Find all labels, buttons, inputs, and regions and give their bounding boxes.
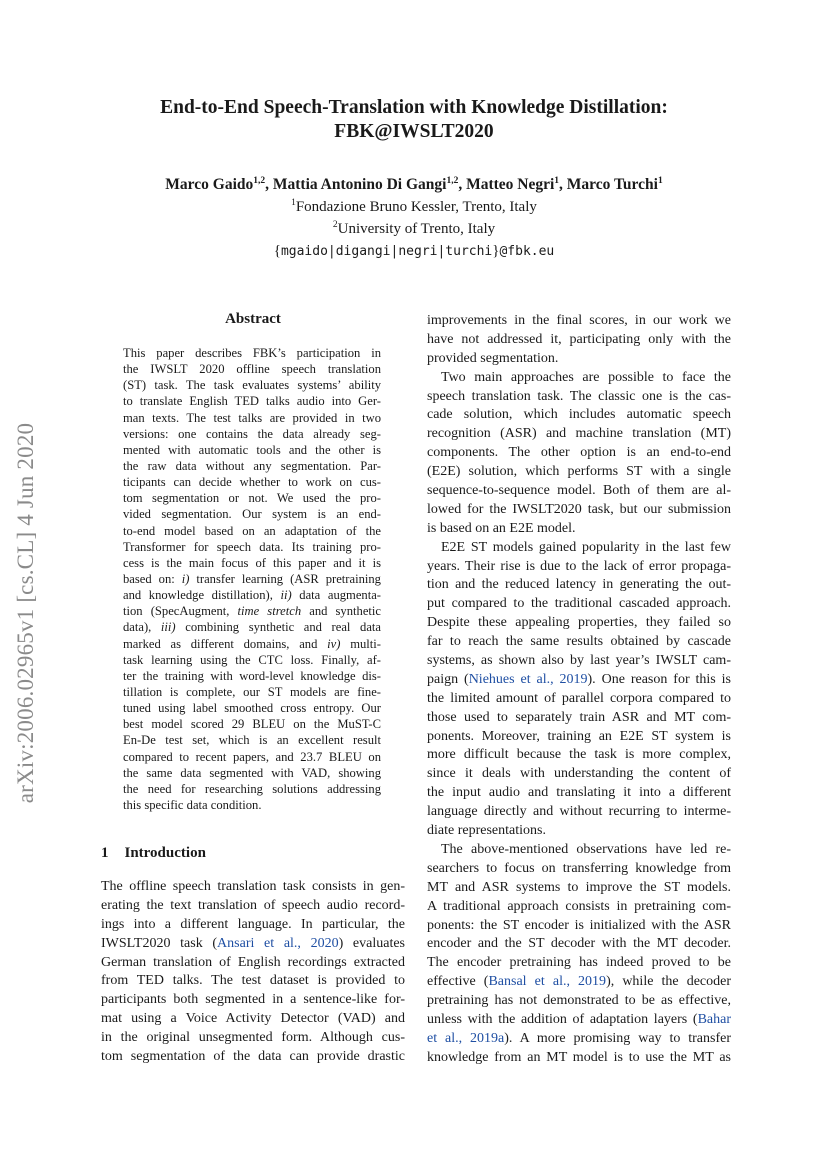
text-line: knowledge from an MT model is to use the MT as [427, 1049, 731, 1065]
arxiv-stamp-text: arXiv:2006.02965v1 [cs.CL] 4 Jun 2020 [13, 422, 38, 804]
email-brace-open: { [273, 243, 281, 259]
text-line: in the original unsegmented form. Although cus- [101, 1030, 405, 1046]
citation-link[interactable]: Bahar [697, 1011, 731, 1027]
affiliation-2 [0, 218, 828, 240]
author-name: Marco Turchi [566, 176, 658, 193]
text-line: Two main approaches are possible to face the [441, 369, 731, 385]
email-domain: @fbk.eu [499, 244, 555, 259]
text-line: far to reach the same results obtained by cascade [427, 634, 731, 650]
affiliation-1 [0, 196, 828, 218]
text-line: ings into a different language. In particular, the [101, 916, 405, 932]
author-name: Mattia Antonino Di Gangi [272, 176, 447, 193]
text-line: unless with the addition of adaptation layers (Bahar [427, 1011, 731, 1027]
text-line: the IWSLT 2020 offline speech translation [123, 362, 381, 377]
author-block [0, 174, 828, 263]
affil-text: Fondazione Bruno Kessler, Trento, Italy [295, 199, 537, 215]
text-line: tion (SpecAugment, time stretch and synthetic [123, 604, 381, 619]
citation-link[interactable]: et al., 2019a [427, 1030, 505, 1046]
text-line: mat using a Voice Activity Detector (VAD) and [101, 1011, 405, 1027]
text-line: man texts. The test talks are provided in two [123, 410, 381, 425]
text-line: compared to recent papers, and 23.7 BLEU on [123, 749, 381, 764]
text-line: lowed for the IWSLT2020 task, but our submission [427, 501, 731, 517]
text-line: MT and ASR systems to improve the ST models. [427, 879, 731, 895]
text-line: encoder and the ST decoder with the MT decoder. [427, 936, 731, 952]
text-line: best model scored 29 BLEU on the MuST-C [123, 717, 381, 732]
author-name: Matteo Negri [466, 176, 555, 193]
text-line: Despite these appealing properties, they failed so [427, 615, 731, 631]
text-line: participants both segmented in a sentence-like for- [101, 992, 405, 1008]
text-line: improvements in the final scores, in our work we [427, 313, 731, 328]
author-affil-sup: 1,2 [446, 175, 459, 186]
text-line: is based on an E2E model. [427, 520, 576, 536]
text-line: components. The other option is an end-to-end [427, 445, 731, 461]
text-line: speech translation task. The classic one is the cas- [427, 388, 731, 404]
author-affil-sup: 1,2 [253, 175, 266, 186]
text-line: Transformer for speech data. Its training pro- [123, 539, 381, 554]
text-line: ponents: the ST encoder is initialized with the ASR [427, 917, 731, 933]
section-heading-introduction [101, 845, 206, 862]
text-line: and knowledge distillation), ii) data augmenta- [123, 588, 381, 603]
text-line: sequence-to-sequence model. Both of them are al- [427, 483, 731, 499]
author-emails [0, 240, 828, 263]
text-line: provided segmentation. [427, 350, 559, 366]
text-line: put compared to the traditional cascaded approach. [427, 596, 731, 612]
abstract-heading: Abstract [225, 311, 281, 327]
text-line: cess is the main focus of this paper and it is [123, 555, 381, 570]
text-line: (ST) task. The task evaluates systems’ ability [123, 378, 381, 393]
text-line: to-end model based on an adaptation of the [123, 523, 381, 538]
affil-sup: 2 [332, 220, 338, 230]
title-line-1: End-to-End Speech-Translation with Knowledge Distillation: [160, 97, 668, 118]
text-line: vided segmentation. Our system is an end- [123, 507, 381, 522]
text-line: the same data segmented with VAD, showing [123, 765, 381, 780]
text-line: pretraining has not demonstrated to be as effective, [427, 993, 731, 1009]
text-line: This paper describes FBK’s participation in [123, 346, 381, 360]
text-line: language directly and without recurring to interme- [427, 804, 731, 820]
text-line: recognition (ASR) and machine translation (MT) [427, 426, 731, 442]
abstract-body [123, 345, 381, 813]
text-line: tom segmentation or not. We used the pro- [123, 491, 381, 506]
author-affil-sup: 1 [657, 175, 663, 186]
author-name: Marco Gaido [165, 176, 254, 193]
text-line: task learning using the CTC loss. Finally, af- [123, 652, 381, 667]
text-line: En-De test set, which is an excellent result [123, 733, 381, 748]
text-line: this specific data condition. [123, 797, 262, 812]
text-line: data), iii) combining synthetic and real data [123, 620, 381, 635]
text-line: (E2E) solution, which performs ST with a single [427, 464, 731, 480]
text-line: years. Their rise is due to the lack of error propaga- [427, 558, 731, 574]
text-line: the limited amount of parallel corpora compared to [427, 690, 731, 706]
text-line: paign (Niehues et al., 2019). One reason for this is [427, 671, 731, 687]
text-line: tion and the reduced latency in generating the out- [427, 577, 731, 593]
text-line: from TED talks. The test dataset is provided to [101, 973, 405, 989]
text-line: ter the training with word-level knowledge dis- [123, 668, 381, 683]
title-line-2: FBK@IWSLT2020 [334, 121, 494, 142]
text-line: effective (Bansal et al., 2019), while the decoder [427, 974, 732, 990]
text-line: tillation is complete, our ST models are fine- [123, 684, 381, 699]
text-line: to translate English TED talks audio into Ger- [123, 394, 381, 409]
text-line: The above-mentioned observations have led re- [441, 841, 731, 857]
text-line: IWSLT2020 task (Ansari et al., 2020) evaluates [101, 935, 406, 951]
email-brace-close: } [492, 243, 500, 259]
text-line: systems, as shown also by last year’s IWSLT cam- [427, 653, 731, 669]
citation-link[interactable]: Niehues et al., 2019 [468, 671, 588, 687]
paper-title [0, 96, 828, 144]
text-line: erating the text translation of speech audio record- [101, 897, 405, 913]
text-line: The encoder pretraining has indeed proved to be [427, 955, 731, 971]
text-line: tuned using label smoothed cross entropy. Our [123, 701, 381, 716]
citation-link[interactable]: Ansari et al., 2020 [217, 935, 339, 951]
text-line: marked as different domains, and iv) multi- [123, 636, 381, 651]
citation-link[interactable]: Bansal et al., 2019 [488, 974, 607, 990]
text-line: the input audio and translating it into a different [427, 785, 731, 801]
text-line: since it deals with understanding the content of [427, 766, 731, 782]
text-line: the raw data without any segmentation. Par- [123, 458, 381, 473]
affil-text: University of Trento, Italy [337, 221, 496, 237]
text-line: the need for researching solutions addressing [123, 781, 381, 796]
text-line: have not addressed it, participating only with the [427, 331, 731, 347]
email-users: mgaido|digangi|negri|turchi [280, 244, 493, 259]
text-line: et al., 2019a). A more promising way to transfer [427, 1030, 731, 1046]
text-line: based on: i) transfer learning (ASR pretraining [123, 571, 381, 586]
text-line: more difficult because the task is more complex, [427, 747, 731, 763]
intro-right-column [427, 312, 731, 1068]
intro-left-column [101, 878, 405, 1067]
text-line: diate representations. [427, 823, 546, 839]
text-line: German translation of English recordings extracted [101, 954, 405, 970]
text-line: tom segmentation of the data can provide drastic [101, 1049, 405, 1065]
author-names: Marco Gaido$^{1,2}$, Mattia Antonino Di Gangi$^{1,2}$, Matteo Negri$^1$, Marco Turchi$^1$ [165, 175, 663, 193]
text-line: ponents. Moreover, training an E2E ST system is [427, 728, 731, 744]
section-number: 1 [101, 845, 109, 861]
text-line: ticipants can decide whether to work on cus- [123, 475, 381, 490]
text-line: mented with automatic tools and the other is [123, 442, 381, 457]
text-line: E2E ST models gained popularity in the last few [441, 539, 731, 555]
text-line: The offline speech translation task consists in gen- [101, 879, 405, 894]
section-title: Introduction [124, 845, 206, 861]
arxiv-stamp [2, 378, 50, 848]
author-affil-sup: 1 [554, 175, 560, 186]
text-line: versions: one contains the data already seg- [123, 426, 381, 441]
text-line: cade solution, which includes automatic speech [427, 407, 731, 423]
text-line: searchers to focus on transferring knowledge from [427, 860, 731, 876]
text-line: those used to separately train ASR and MT com- [427, 709, 731, 725]
affil-sup: 1 [291, 198, 296, 208]
text-line: A traditional approach consists in pretraining com- [427, 898, 731, 914]
